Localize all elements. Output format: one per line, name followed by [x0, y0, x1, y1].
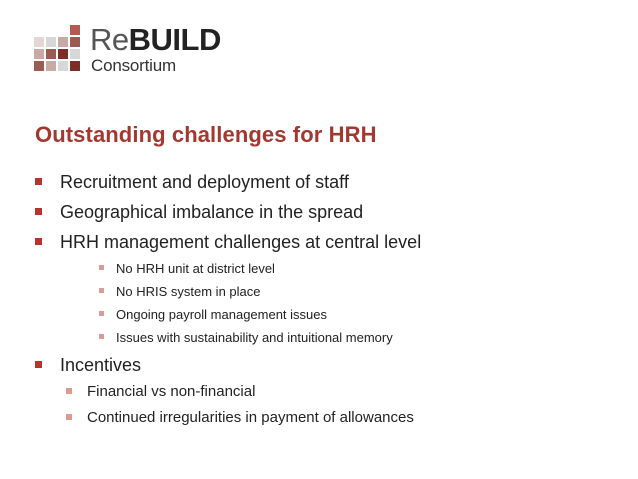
bullet-text: Issues with sustainability and intuitional memory	[116, 330, 393, 345]
bullet-text: HRH management challenges at central level	[60, 232, 422, 252]
bullet-text: Continued irregularities in payment of allowances	[87, 409, 414, 426]
bullet-text: Financial vs non-financial	[87, 383, 256, 400]
bullet-text: Incentives	[60, 355, 142, 375]
logo-brand-build: BUILD	[128, 22, 221, 57]
bullet-marker-icon	[99, 288, 104, 293]
bullet-marker-icon	[35, 178, 42, 185]
bullet-marker-icon	[35, 361, 42, 368]
bullet-text: Recruitment and deployment of staff	[60, 172, 349, 192]
bullet-marker-icon	[99, 265, 104, 270]
bullet-text: Ongoing payroll management issues	[116, 307, 328, 322]
bullet-marker-icon	[66, 414, 72, 420]
bullet-marker-icon	[99, 311, 104, 316]
slide-title: Outstanding challenges for HRH	[35, 122, 377, 147]
bullet-marker-icon	[35, 238, 42, 245]
logo-brand-re: Re	[90, 22, 129, 57]
logo-subtitle: Consortium	[91, 56, 176, 75]
bullet-text: No HRIS system in place	[116, 284, 261, 299]
bullet-marker-icon	[35, 208, 42, 215]
bullet-text: Geographical imbalance in the spread	[60, 202, 364, 222]
bullet-marker-icon	[66, 388, 72, 394]
bullet-marker-icon	[99, 334, 104, 339]
bullet-text: No HRH unit at district level	[116, 261, 275, 276]
